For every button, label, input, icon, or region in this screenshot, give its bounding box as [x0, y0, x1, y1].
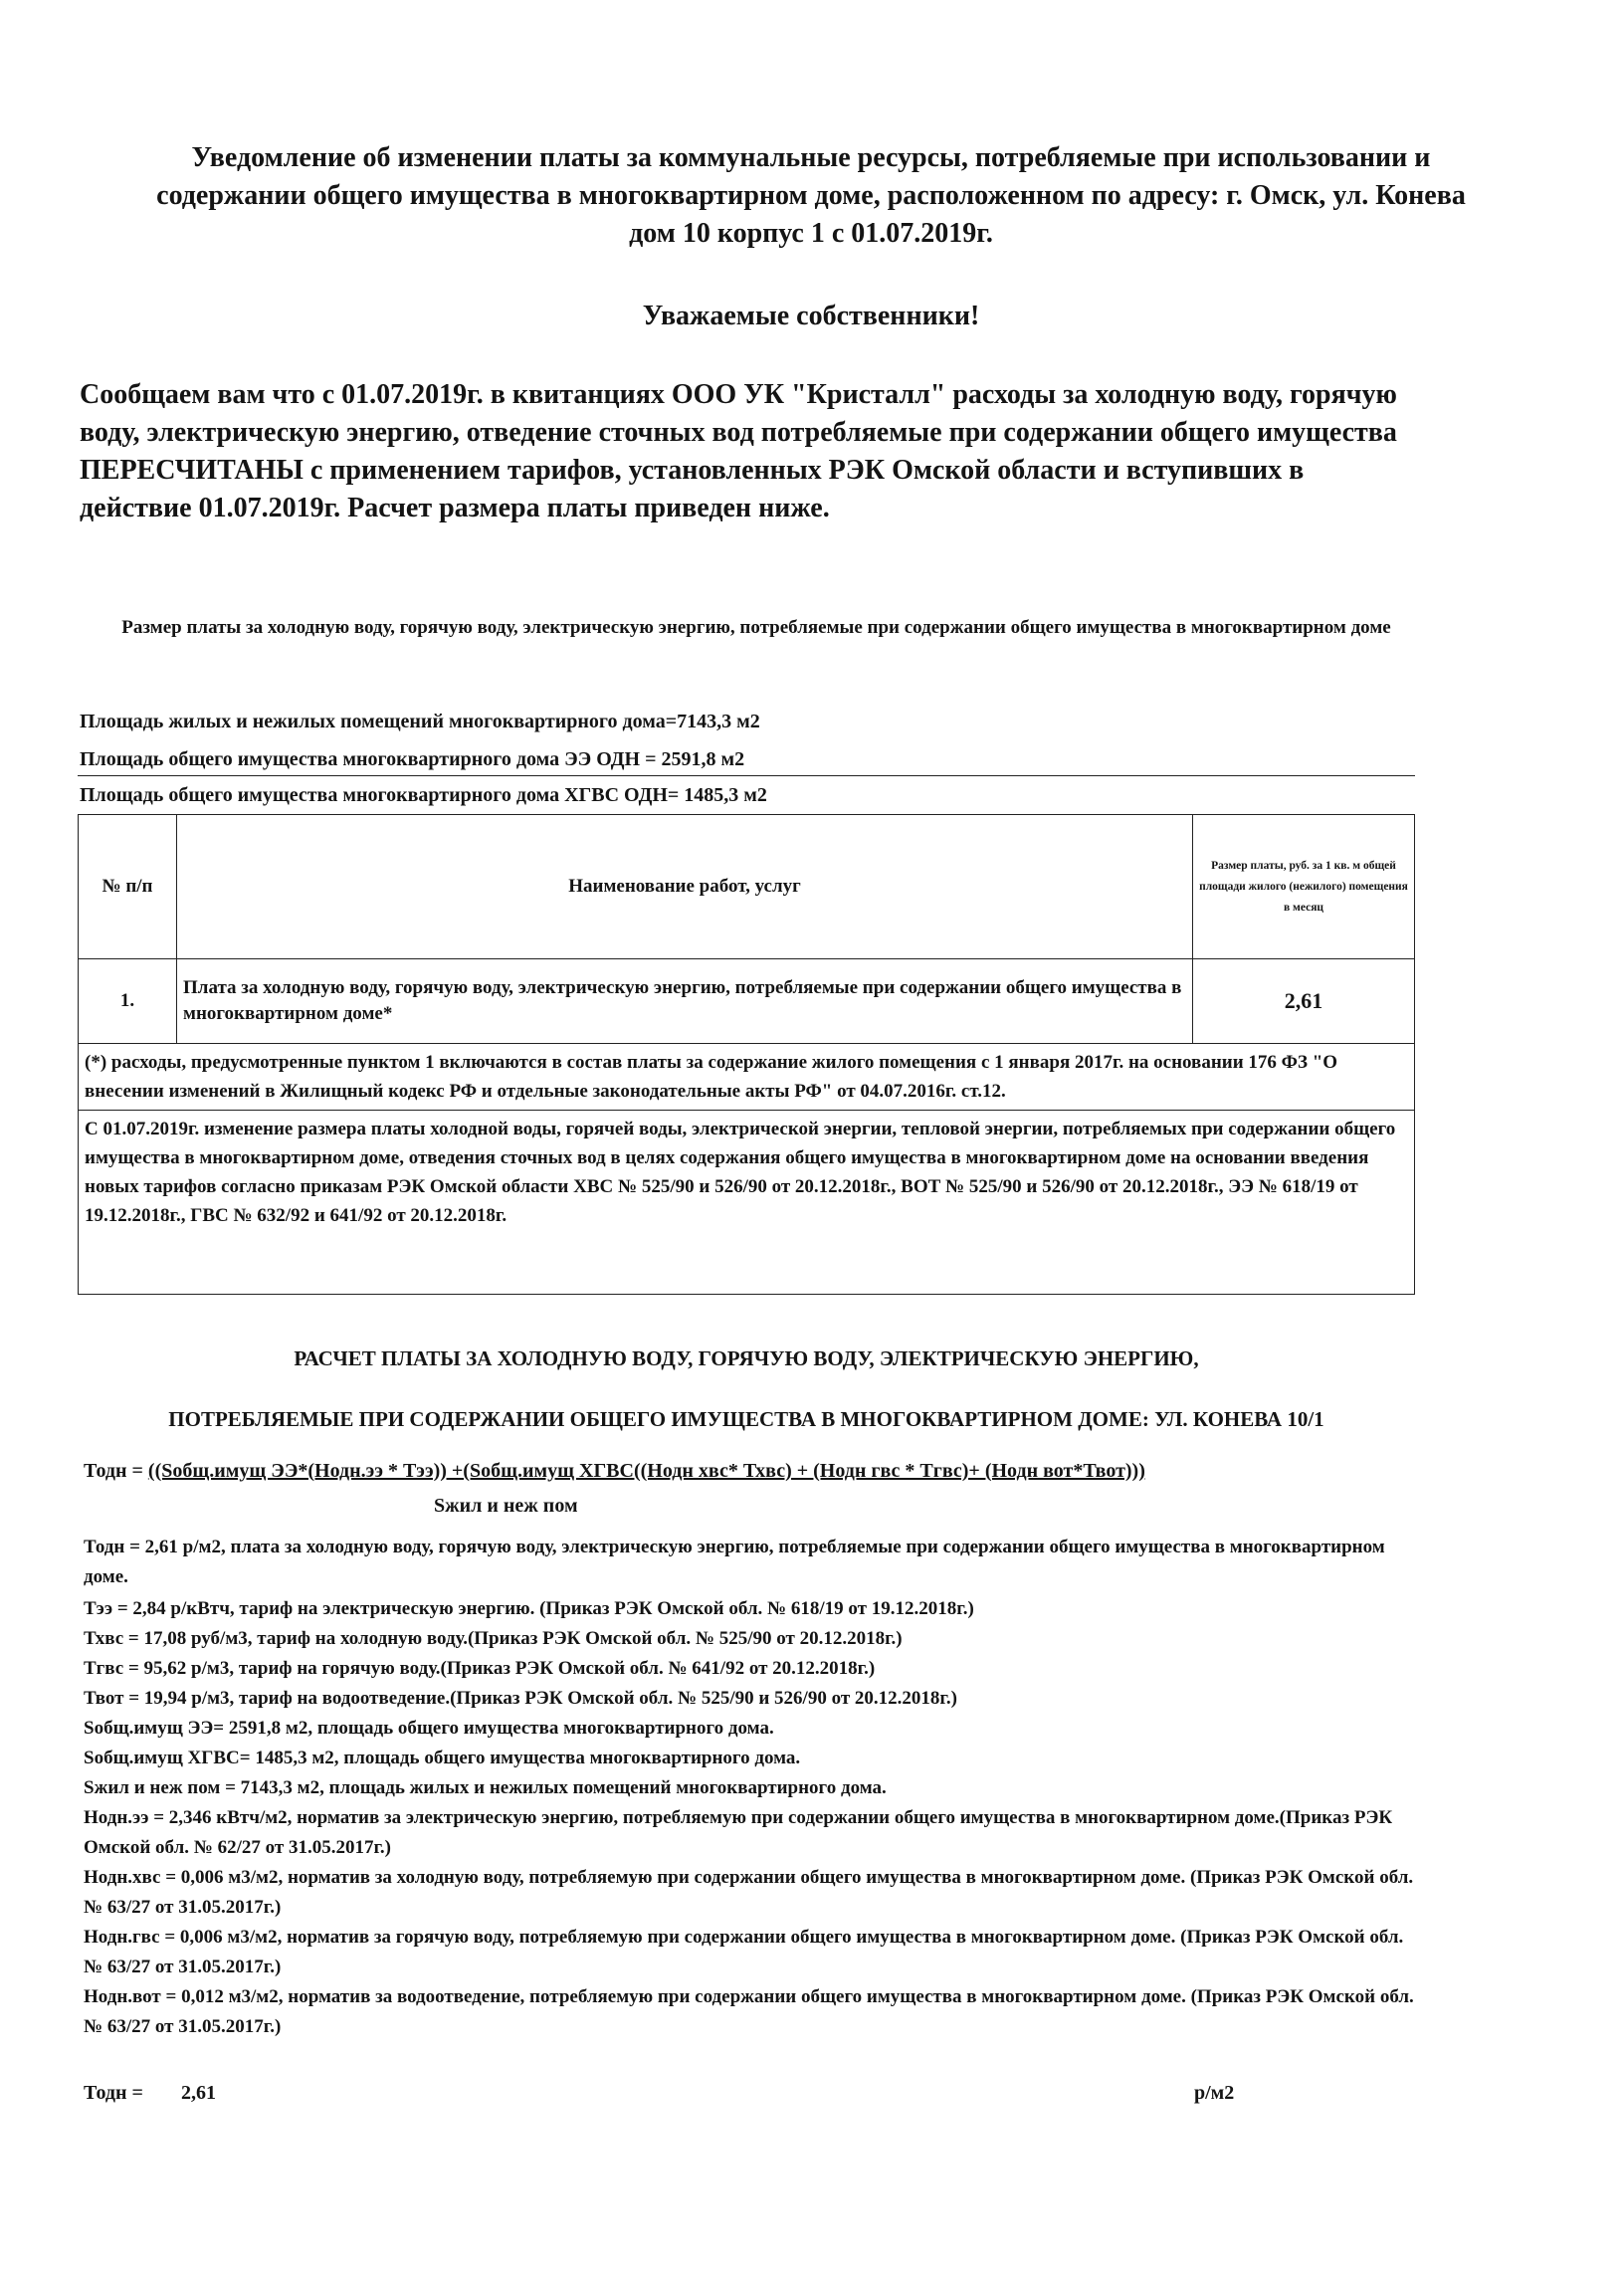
- formula-numerator: ((Sобщ.имущ ЭЭ*(Нодн.ээ * Тээ)) +(Sобщ.имущ ХГВС((Нодн хвс* Тхвс) + (Нодн гвс * Тгвс)+ (Нодн вот*Твот))): [147, 1460, 1145, 1482]
- row-rate: 2,61: [1193, 959, 1415, 1044]
- definition-item: Нодн.ээ = 2,346 кВтч/м2, норматив за электрическую энергию, потребляемую при содержании общего имущества в многоквартирном доме.(Приказ РЭК Омской обл. № 62/27 от 31.05.2017г.): [84, 1807, 1393, 1858]
- fee-table: [78, 814, 1415, 1295]
- row-num: 1.: [79, 959, 177, 1044]
- definition-item: Sобщ.имущ ХГВС= 1485,3 м2, площадь общего имущества многоквартирного дома.: [84, 1748, 801, 1768]
- intro-emphasis: ПЕРЕСЧИТАНЫ: [80, 455, 304, 486]
- table-row: [79, 959, 1415, 1044]
- result-label: Тодн =: [84, 2082, 143, 2104]
- formula-prefix: Тодн =: [84, 1460, 148, 1482]
- definition-item: Sобщ.имущ ЭЭ= 2591,8 м2, площадь общего имущества многоквартирного дома.: [84, 1718, 774, 1739]
- header-name: Наименование работ, услуг: [177, 815, 1193, 959]
- definition-item: Sжил и неж пом = 7143,3 м2, площадь жилых и нежилых помещений многоквартирного дома.: [84, 1777, 887, 1798]
- table-header-row: [79, 815, 1415, 959]
- definition-item: Нодн.вот = 0,012 м3/м2, норматив за водоотведение, потребляемую при содержании общего имущества в многоквартирном доме. (Приказ РЭК Омской обл. № 63/27 от 31.05.2017г.): [84, 1986, 1414, 2037]
- table-note-row: [79, 1044, 1415, 1111]
- intro-text-1: Сообщаем вам что с 01.07.2019г. в квитанциях ООО УК "Кристалл" расходы за холодную воду, горячую воду, электрическую энергию, отведение сточных вод потребляемые при содержании общего имущества: [80, 379, 1397, 448]
- header-rate: Размер платы, руб. за 1 кв. м общей площади жилого (нежилого) помещения в месяц: [1193, 815, 1415, 959]
- table-note-row: [79, 1111, 1415, 1295]
- divider-line: [78, 775, 1415, 776]
- definition-item: Тхвс = 17,08 руб/м3, тариф на холодную воду.(Приказ РЭК Омской обл. № 525/90 от 20.12.2018г.): [84, 1628, 903, 1649]
- definition-item: Нодн.гвс = 0,006 м3/м2, норматив за горячую воду, потребляемую при содержании общего имущества в многоквартирном доме. (Приказ РЭК Омской обл. № 63/27 от 31.05.2017г.): [84, 1927, 1404, 1977]
- document-title: Уведомление об изменении платы за коммунальные ресурсы, потребляемые при использовании и содержании общего имущества в многоквартирном доме, расположенном по адресу: г. Омск, ул. Конева дом 10 корпус 1 с 01.07.2019г.: [156, 142, 1466, 249]
- area-hgvs: Площадь общего имущества многоквартирного дома ХГВС ОДН= 1485,3 м2: [80, 784, 767, 806]
- intro-text-2: с применением тарифов, установленных РЭК Омской области и вступивших в действие 01.07.2019г. Расчет размера платы приведен ниже.: [80, 455, 1305, 523]
- definitions-list: [84, 1533, 1417, 2042]
- definition-item: Тээ = 2,84 р/кВтч, тариф на электрическую энергию. (Приказ РЭК Омской обл. № 618/19 от 19.12.2018г.): [84, 1598, 974, 1619]
- table-note-1: (*) расходы, предусмотренные пунктом 1 включаются в состав платы за содержание жилого помещения с 1 января 2017г. на основании 176 ФЗ "О внесении изменений в Жилищный кодекс РФ и отдельные законодательные акты РФ" от 04.07.2016г. ст.12.: [79, 1044, 1415, 1111]
- definition-item: Тодн = 2,61 р/м2, плата за холодную воду, горячую воду, электрическую энергию, потребляемые при содержании общего имущества в многоквартирном доме.: [84, 1537, 1385, 1587]
- formula: [84, 1458, 1417, 1484]
- result-value: 2,61: [181, 2082, 216, 2104]
- fee-subheading: Размер платы за холодную воду, горячую воду, электрическую энергию, потребляемые при содержании общего имущества в многоквартирном доме: [121, 617, 1391, 638]
- area-total: Площадь жилых и нежилых помещений многоквартирного дома=7143,3 м2: [80, 711, 760, 732]
- table-note-2: С 01.07.2019г. изменение размера платы холодной воды, горячей воды, электрической энергии, тепловой энергии, потребляемых при содержании общего имущества в многоквартирном доме, отведения сточных вод в целях содержания общего имущества в многоквартирном доме на основании введения новых тарифов согласно приказам РЭК Омской области ХВС № 525/90 и 526/90 от 20.12.2018г., ВОТ № 525/90 и 526/90 от 20.12.2018г., ЭЭ № 618/19 от 19.12.2018г., ГВС № 632/92 и 641/92 от 20.12.2018г.: [79, 1111, 1415, 1295]
- row-name: Плата за холодную воду, горячую воду, электрическую энергию, потребляемые при содержании общего имущества в многоквартирном доме*: [177, 959, 1193, 1044]
- definition-item: Твот = 19,94 р/м3, тариф на водоотведение.(Приказ РЭК Омской обл. № 525/90 и 526/90 от 20.12.2018г.): [84, 1688, 957, 1709]
- header-num: № п/п: [79, 815, 177, 959]
- calc-heading-1: РАСЧЕТ ПЛАТЫ ЗА ХОЛОДНУЮ ВОДУ, ГОРЯЧУЮ ВОДУ, ЭЛЕКТРИЧЕСКУЮ ЭНЕРГИЮ,: [294, 1346, 1199, 1370]
- formula-denominator: Sжил и неж пом: [434, 1495, 578, 1517]
- definition-item: Нодн.хвс = 0,006 м3/м2, норматив за холодную воду, потребляемую при содержании общего имущества в многоквартирном доме. (Приказ РЭК Омской обл. № 63/27 от 31.05.2017г.): [84, 1867, 1414, 1918]
- area-ee: Площадь общего имущества многоквартирного дома ЭЭ ОДН = 2591,8 м2: [80, 748, 745, 770]
- greeting: Уважаемые собственники!: [642, 301, 980, 331]
- definition-item: Тгвс = 95,62 р/м3, тариф на горячую воду.(Приказ РЭК Омской обл. № 641/92 от 20.12.2018г.): [84, 1658, 876, 1679]
- result-unit: р/м2: [1194, 2082, 1235, 2104]
- calc-heading-2: ПОТРЕБЛЯЕМЫЕ ПРИ СОДЕРЖАНИИ ОБЩЕГО ИМУЩЕСТВА В МНОГОКВАРТИРНОМ ДОМЕ: УЛ. КОНЕВА 10/1: [168, 1407, 1324, 1431]
- intro-paragraph: [80, 376, 1413, 527]
